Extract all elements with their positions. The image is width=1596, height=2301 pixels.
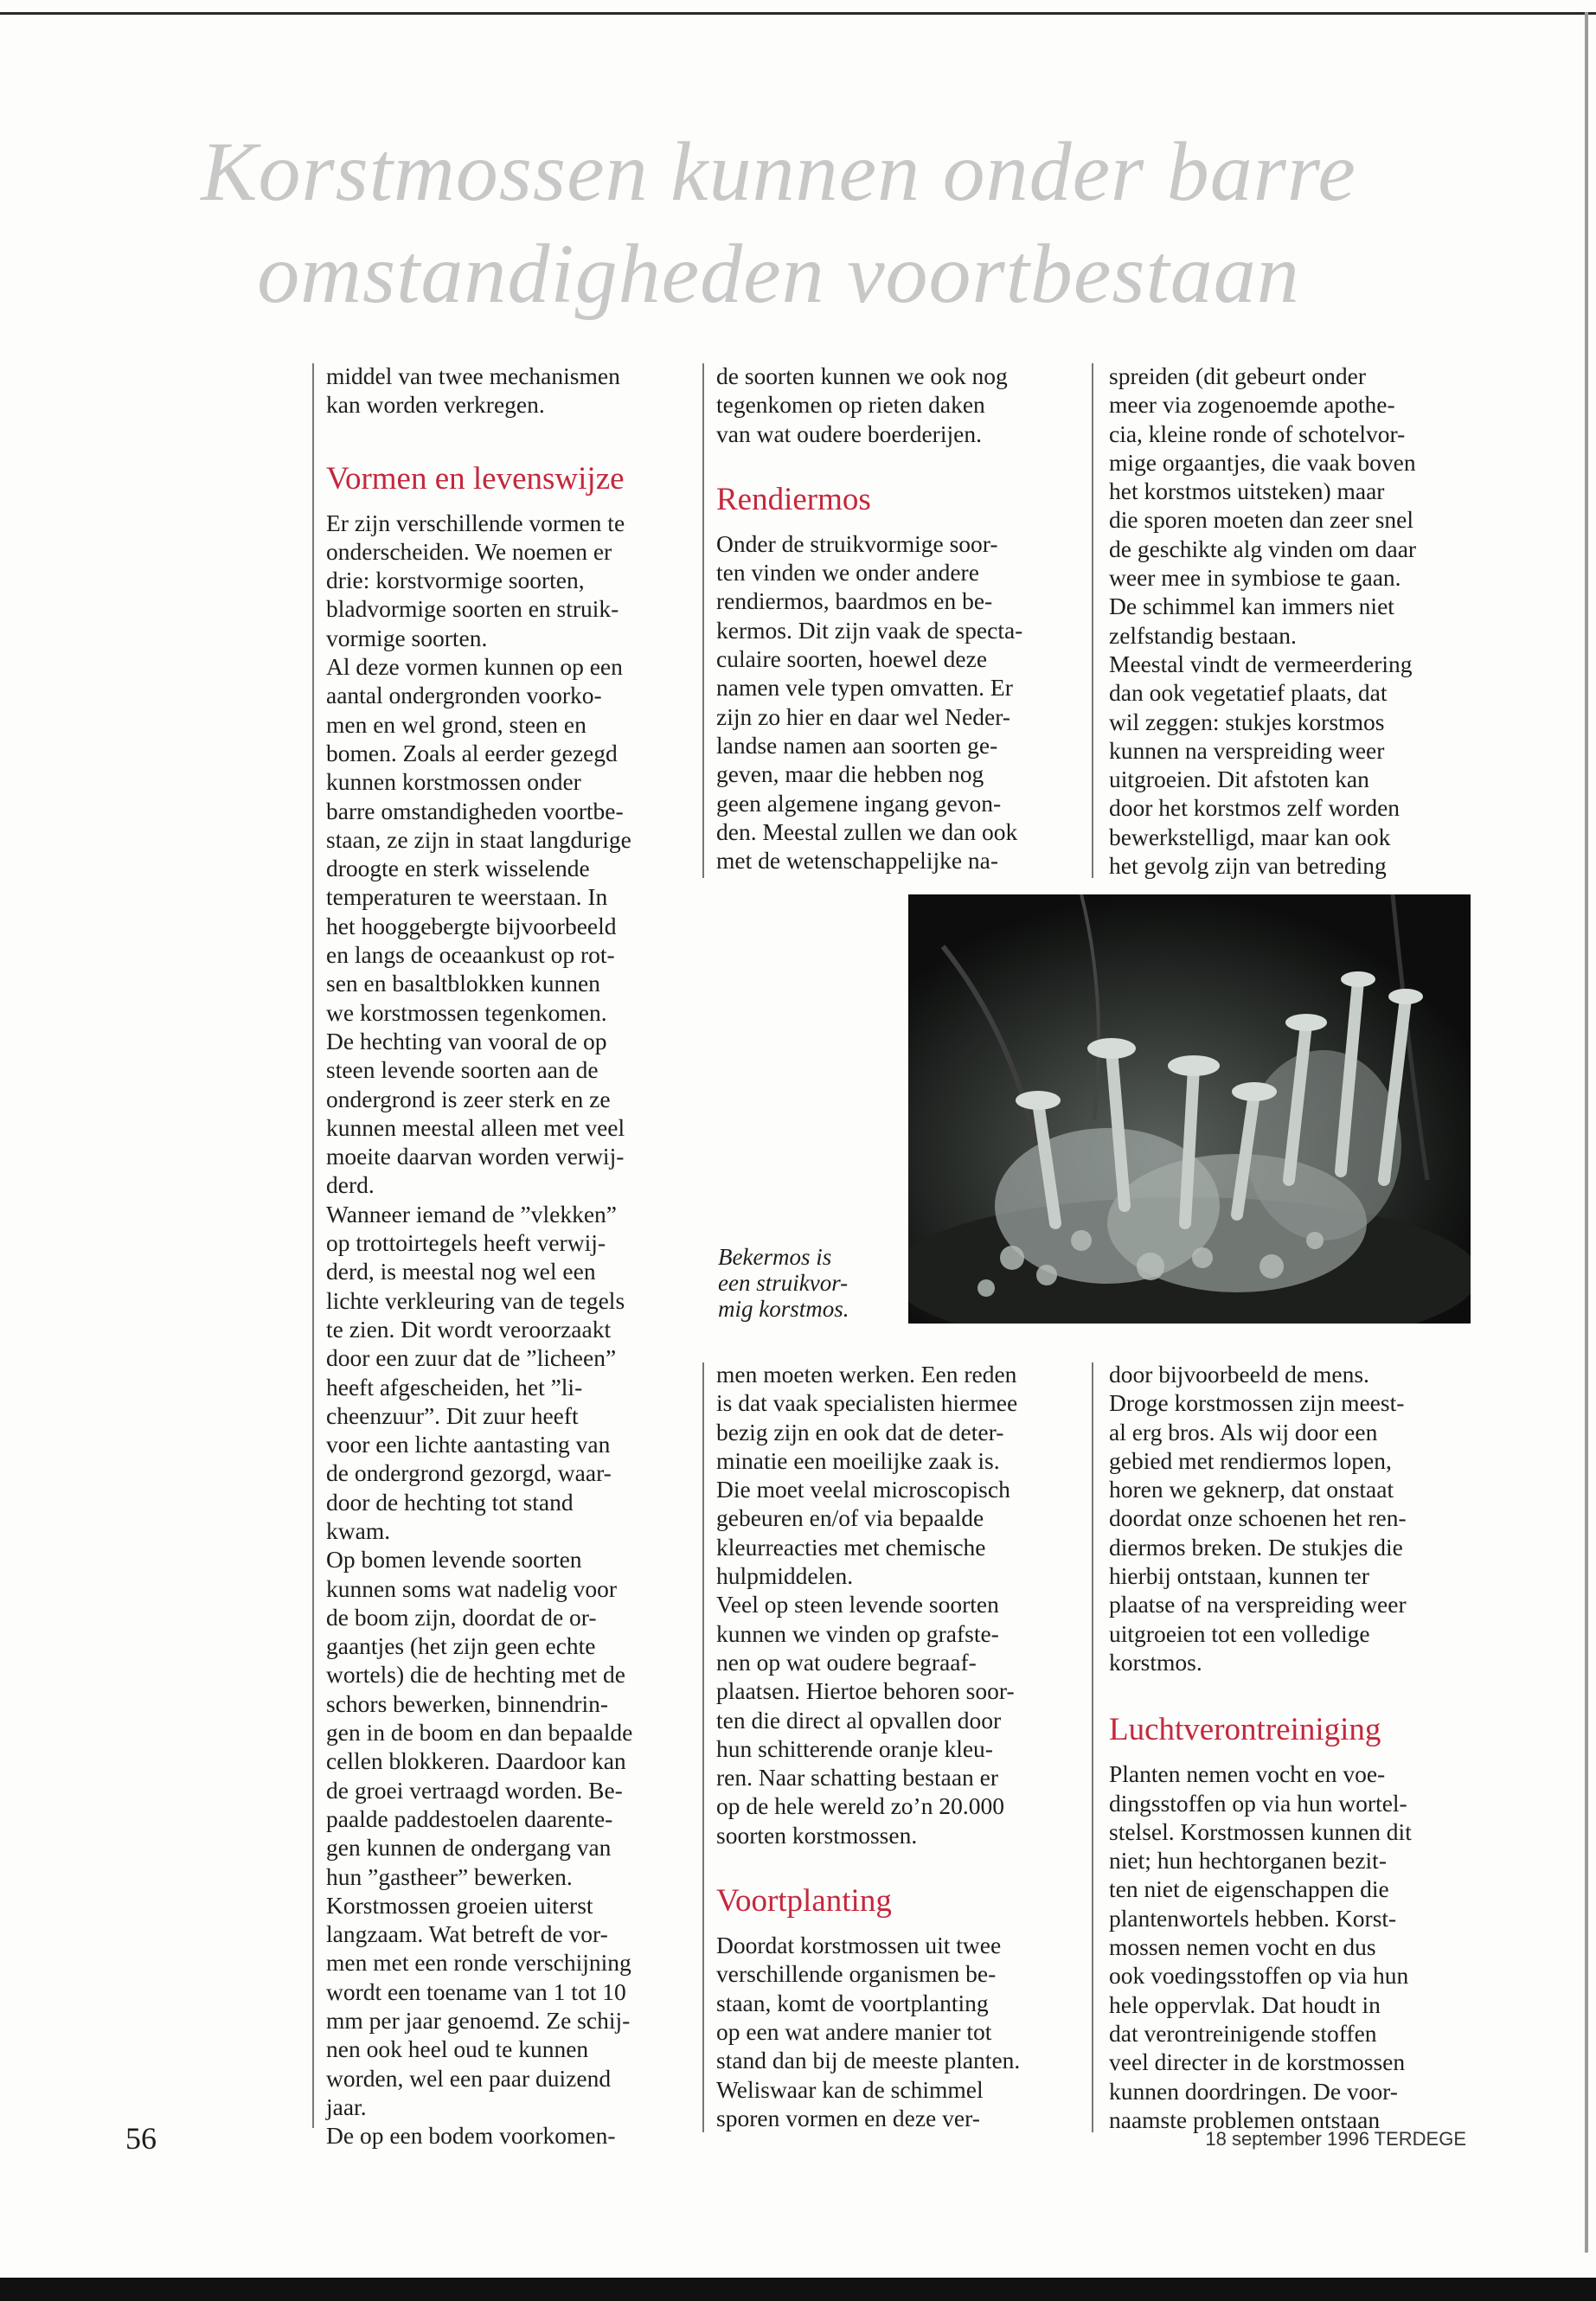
page-number: 56 — [125, 2121, 157, 2156]
heading-luchtverontreiniging: Luchtverontreiniging — [1109, 1712, 1381, 1748]
photo-caption: Bekermos is een struikvor- mig korstmos. — [718, 1244, 849, 1322]
column-3 — [1109, 362, 1455, 880]
heading-rendiermos: Rendiermos — [716, 481, 871, 517]
column-3-lower — [1109, 1360, 1455, 2134]
column-3-body: spreiden (dit gebeurt onder meer via zogenoemde apothe- cia, kleine ronde of schotelvor- mige orgaantjes, die vaak boven het korstmos uitsteken) maar die sporen moeten dan zeer snel de geschikte alg vinden om daar weer mee in symbiose te gaan. De schimmel kan immers niet zelfstandig bestaan. Meestal vindt de vermeerdering dan ook vegetatief plaats, dat wil zeggen: stukjes korstmos kunnen na verspreiding weer uitgroeien. Dit afstoten kan door het korstmos zelf worden bewerkstelligd, maar kan ook het gevolg zijn van betreding — [1109, 362, 1417, 880]
top-rule — [0, 12, 1596, 15]
column-2-intro: de soorten kunnen we ook nog tegenkomen op rieten daken van wat oudere boerderijen. — [716, 362, 1008, 447]
heading-vormen: Vormen en levenswijze — [326, 460, 625, 497]
column-3-lower-body-2: Planten nemen vocht en voe- dingsstoffen op via hun wortel- stelsel. Korstmossen kunnen dit niet; hun hechtorganen bezit- ten niet de eigenschappen die plantenwortels hebben. Korst- mossen nemen vocht en dus ook voedingsstoffen op via hun hele oppervlak. Dat houdt in dat verontreinigende stoffen veel directer in de korstmossen kunnen doordringen. De voor- naamste problemen ontstaan — [1109, 1760, 1412, 2133]
column-2 — [716, 362, 1062, 875]
column-1-intro: middel van twee mechanismen kan worden verkregen. — [326, 362, 620, 419]
column-divider-4 — [702, 1362, 704, 2132]
title-line-1: Korstmossen kunnen onder barre — [201, 125, 1356, 219]
bottom-bar — [0, 2278, 1596, 2301]
lichen-photo — [908, 894, 1471, 1324]
column-divider-5 — [1092, 1362, 1093, 2132]
column-divider-1 — [312, 363, 314, 2128]
lichen-photo-image — [908, 894, 1471, 1324]
column-2-lower-body-2: Doordat korstmossen uit twee verschillende organismen be- staan, komt de voortplanting op een wat andere manier tot stand dan bij de meeste planten. Weliswaar kan de schimmel sporen vormen en deze ver- — [716, 1932, 1021, 2131]
column-2-lower-body: men moeten werken. Een reden is dat vaak specialisten hiermee bezig zijn en ook dat de deter- minatie een moeilijke zaak is. Die moet veelal microscopisch gebeuren en/of via bepaalde kleurreacties met chemische hulpmiddelen. Veel op steen levende soorten kunnen we vinden op grafste- nen op wat oudere begraaf- plaatsen. Hiertoe behoren soor- ten die direct al opvallen door hun schitterende oranje kleu- ren. Naar schatting bestaan er op de hele wereld zo’n 20.000 soorten korstmossen. — [716, 1361, 1018, 1849]
column-1-body: Er zijn verschillende vormen te onderscheiden. We noemen er drie: korstvormige soorten, bladvormige soorten en struik- vormige soorten. Al deze vormen kunnen op een aantal ondergronden voorko- men en wel grond, steen en bomen. Zoals al eerder gezegd kunnen korstmossen onder barre omstandigheden voortbe- staan, ze zijn in staat langdurige droogte en sterk wisselende temperaturen te weerstaan. In het hooggebergte bijvoorbeeld en langs de oceaankust op rot- sen en basaltblokken kunnen we korstmossen tegenkomen. De hechting van vooral de op steen levende soorten aan de ondergrond is zeer sterk en ze kunnen meestal alleen met veel moeite daarvan worden verwij- derd. Wanneer iemand de ”vlekken” op trottoirtegels heeft verwij- derd, is meestal nog wel een lichte verkleuring van de tegels te zien. Dit wordt veroorzaakt door een zuur dat de ”licheen” heeft afgescheiden, het ”li- cheenzuur”. Dit zuur heeft voor een lichte aantasting van de ondergrond gezorgd, waar- door de hechting tot stand kwam. Op bomen levende soorten kunnen soms wat nadelig voor de boom zijn, doordat de or- gaantjes (het zijn geen echte wortels) die de hechting met de schors bewerken, binnendrin- gen in de boom en dan bepaalde cellen blokkeren. Daardoor kan de groei vertraagd worden. Be- paalde paddestoelen daarente- gen kunnen de ondergang van hun ”gastheer” bewerken. Korstmossen groeien uiterst langzaam. Wat betreft de vor- men met een ronde verschijning wordt een toename van 1 tot 10 mm per jaar genoemd. Ze schij- nen ook heel oud te kunnen worden, wel een paar duizend jaar. De op een bodem voorkomen- — [326, 509, 633, 2150]
column-3-lower-body: door bijvoorbeeld de mens. Droge korstmossen zijn meest- al erg bros. Als wij door een gebied met rendiermos lopen, horen we geknerp, dat onstaat doordat onze schoenen het ren- diermos breken. De stukjes die hierbij ontstaan, kunnen ter plaatse of na verspreiding weer uitgroeien tot een volledige korstmos. — [1109, 1361, 1407, 1676]
column-2-body: Onder de struikvormige soor- ten vinden we onder andere rendiermos, baardmos en be- kermos. Dit zijn vaak de specta- culaire soorten, hoewel deze namen vele typen omvatten. Er zijn zo hier en daar wel Neder- landse namen aan soorten ge- geven, maar die hebben nog geen algemene ingang gevon- den. Meestal zullen we dan ook met de wetenschappelijke na- — [716, 529, 1023, 875]
heading-voortplanting: Voortplanting — [716, 1883, 892, 1920]
column-2-lower — [716, 1360, 1062, 2132]
issue-footer: 18 september 1996 TERDEGE — [1205, 2128, 1466, 2150]
column-1 — [326, 362, 672, 2150]
column-divider-3 — [1092, 363, 1093, 878]
title-line-2: omstandigheden voortbestaan — [257, 228, 1300, 321]
column-divider-2 — [702, 363, 704, 878]
page-edge — [1585, 12, 1588, 2253]
article-title — [173, 121, 1384, 325]
